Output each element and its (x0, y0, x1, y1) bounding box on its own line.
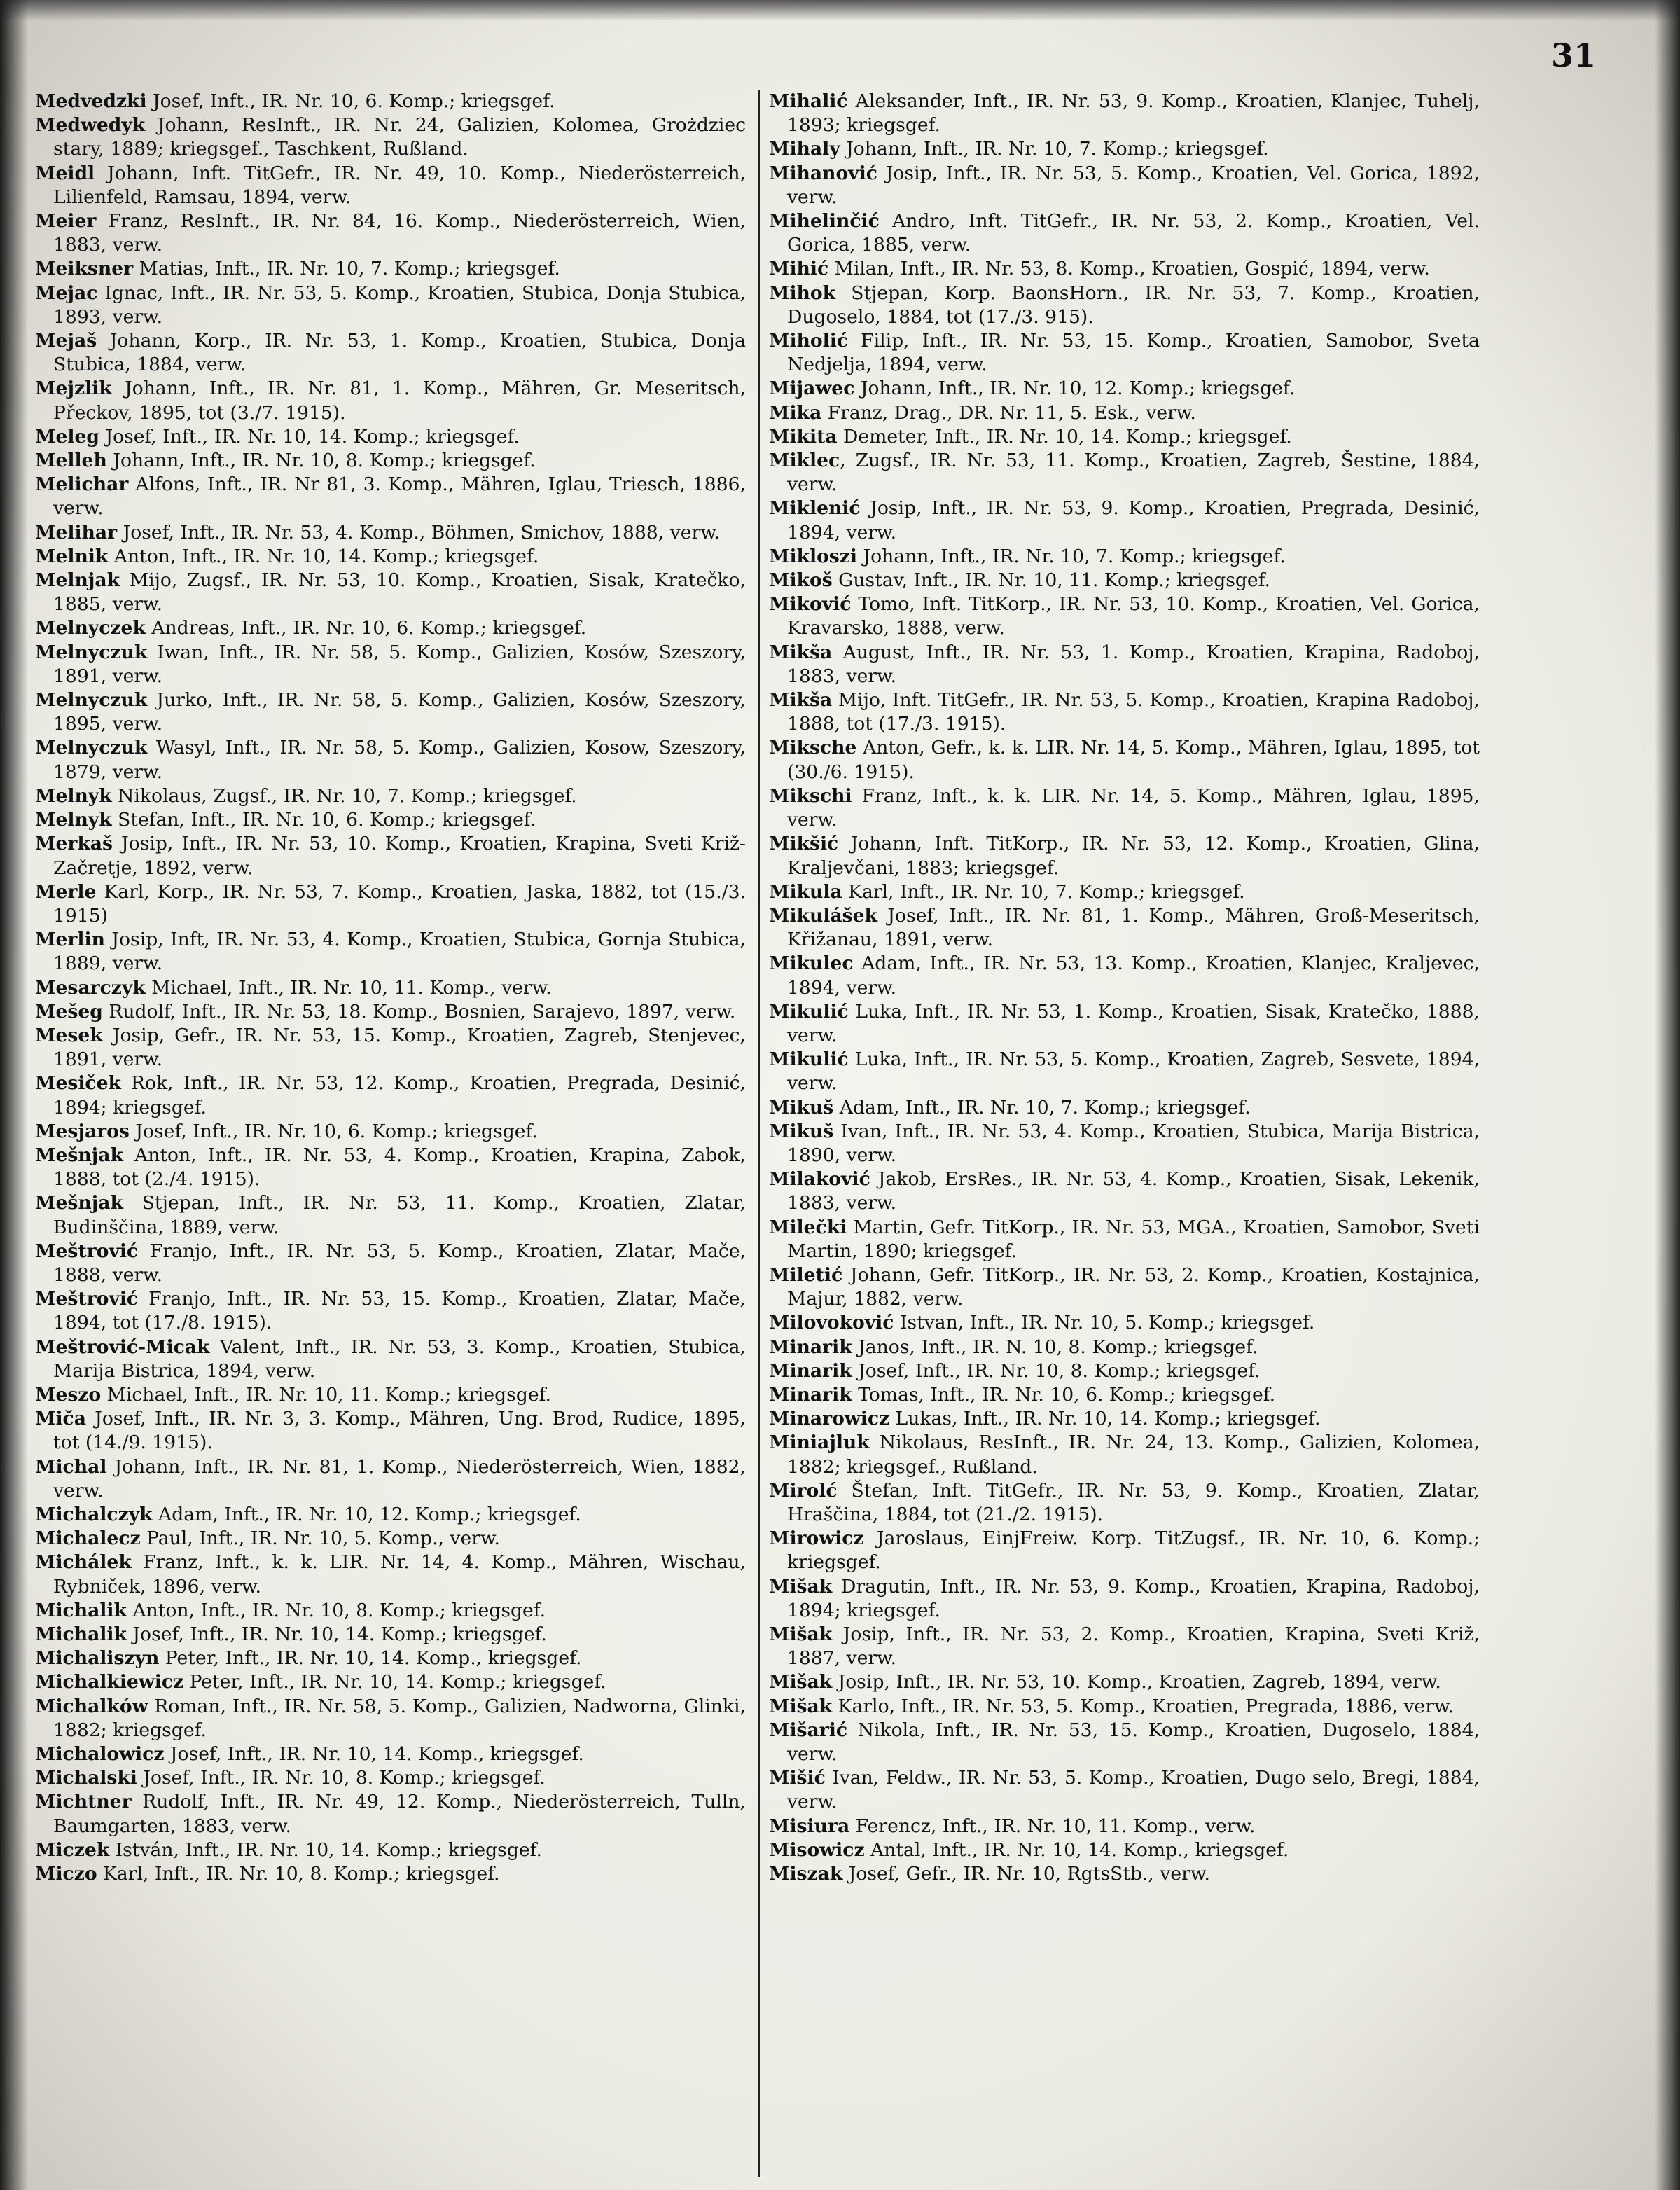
entry-details: Nikola, Inft., IR. Nr. 53, 15. Komp., Kroatien, Dugoselo, 1884, verw. (787, 1719, 1480, 1766)
entry-details: Josip, Inft., IR. Nr. 53, 5. Komp., Kroatien, Vel. Gorica, 1892, verw. (787, 162, 1480, 208)
entry-details: Adam, Inft., IR. Nr. 10, 7. Komp.; kriegsgef. (833, 1096, 1251, 1118)
register-entry (769, 545, 1480, 569)
entry-surname: Mejaš (35, 330, 97, 352)
entry-surname: Michalik (35, 1599, 127, 1621)
entry-details: Johann, Inft. TitGefr., IR. Nr. 49, 10. Komp., Niederösterreich, Lilienfeld, Ramsau, 1894, verw. (53, 162, 746, 208)
entry-details: Andreas, Inft., IR. Nr. 10, 6. Komp.; kriegsgef. (145, 617, 587, 639)
register-entry (769, 425, 1480, 449)
entry-details: Josef, Inft., IR. Nr. 3, 3. Komp., Mähren, Ung. Brod, Rudice, 1895, tot (14./9. 1915). (53, 1408, 746, 1454)
register-entry (769, 592, 1480, 640)
entry-details: Rudolf, Inft., IR. Nr. 49, 12. Komp., Niederösterreich, Tulln, Baumgarten, 1883, verw. (53, 1791, 746, 1837)
entry-surname: Medwedyk (35, 114, 146, 137)
entry-surname: Mišak (769, 1695, 833, 1717)
register-entry (769, 90, 1480, 137)
entry-surname: Michaliszyn (35, 1647, 160, 1670)
entry-details: Jurko, Inft., IR. Nr. 58, 5. Komp., Galizien, Kosów, Szeszory, 1895, verw. (53, 689, 746, 735)
entry-surname: Minarik (769, 1336, 852, 1358)
entry-details: Franjo, Inft., IR. Nr. 53, 5. Komp., Kroatien, Zlatar, Mače, 1888, verw. (53, 1240, 746, 1286)
register-entry (35, 569, 746, 616)
register-entry (35, 1838, 746, 1862)
scan-edge-top (0, 0, 1680, 21)
register-entry (35, 1790, 746, 1838)
entry-details: Adam, Inft., IR. Nr. 53, 13. Komp., Kroatien, Klanjec, Kraljevec, 1894, verw. (787, 952, 1480, 999)
entry-details: Peter, Inft., IR. Nr. 10, 14. Komp.; kriegsgef. (183, 1671, 606, 1693)
entry-details: Štefan, Inft. TitGefr., IR. Nr. 53, 9. Komp., Kroatien, Zlatar, Hraščina, 1884, tot (21./2. 1915). (787, 1479, 1480, 1525)
entry-details: Anton, Inft., IR. Nr. 10, 8. Komp.; kriegsgef. (126, 1599, 546, 1621)
entry-details: Josef, Inft., IR. Nr. 10, 14. Komp., kriegsgef. (164, 1743, 584, 1766)
entry-surname: Melnyczek (35, 617, 146, 639)
entry-details: Franz, Drag., DR. Nr. 11, 5. Esk., verw. (821, 401, 1196, 424)
entry-surname: Merle (35, 880, 97, 903)
right-column (769, 90, 1480, 1886)
register-entry (769, 449, 1480, 497)
entry-surname: Michtner (35, 1791, 132, 1813)
entry-surname: Miklenić (769, 497, 861, 520)
entry-surname: Minarik (769, 1383, 852, 1406)
register-entry (35, 1240, 746, 1287)
entry-details: István, Inft., IR. Nr. 10, 14. Komp.; kriegsgef. (109, 1838, 542, 1861)
entry-details: Jakob, ErsRes., IR. Nr. 53, 4. Komp., Kroatien, Sisak, Lekenik, 1883, verw. (787, 1168, 1480, 1214)
entry-surname: Mesek (35, 1024, 103, 1046)
register-entry (35, 1551, 746, 1598)
register-entry (35, 1527, 746, 1551)
register-entry (769, 209, 1480, 257)
entry-details: Michael, Inft., IR. Nr. 10, 11. Komp.; kriegsgef. (101, 1383, 551, 1406)
entry-surname: Mesjaros (35, 1120, 130, 1142)
entry-details: Stjepan, Inft., IR. Nr. 53, 11. Komp., Kroatien, Zlatar, Budinščina, 1889, verw. (53, 1192, 746, 1238)
column-divider (758, 90, 760, 2177)
entry-details: Josef, Inft., IR. Nr. 53, 4. Komp., Böhmen, Smichov, 1888, verw. (117, 521, 721, 543)
register-entry (35, 1455, 746, 1503)
entry-surname: Mihić (769, 258, 829, 280)
entry-details: Karlo, Inft., IR. Nr. 53, 5. Komp., Kroatien, Pregrada, 1886, verw. (832, 1695, 1454, 1717)
entry-details: Josip, Gefr., IR. Nr. 53, 15. Komp., Kroatien, Zagreb, Stenjevec, 1891, verw. (53, 1024, 746, 1071)
entry-surname: Mikulášek (769, 904, 877, 927)
entry-details: Karl, Inft., IR. Nr. 10, 7. Komp.; kriegsgef. (842, 880, 1245, 903)
register-entry (35, 473, 746, 520)
entry-details: Tomas, Inft., IR. Nr. 10, 6. Komp.; kriegsgef. (852, 1383, 1276, 1406)
register-entry (769, 1623, 1480, 1670)
entry-details: Franz, ResInft., IR. Nr. 84, 16. Komp., Niederösterreich, Wien, 1883, verw. (53, 210, 746, 256)
register-entry (35, 688, 746, 736)
register-entry (769, 401, 1480, 425)
entry-surname: Michalkiewicz (35, 1671, 184, 1693)
register-entry (769, 377, 1480, 401)
entry-details: Alfons, Inft., IR. Nr 81, 3. Komp., Mähren, Iglau, Triesch, 1886, verw. (53, 473, 746, 520)
entry-details: Valent, Inft., IR. Nr. 53, 3. Komp., Kroatien, Stubica, Marija Bistrica, 1894, verw. (53, 1336, 746, 1382)
register-entry (35, 641, 746, 688)
entry-surname: Michalik (35, 1623, 127, 1645)
page-number: 31 (1550, 36, 1596, 74)
register-entry (35, 521, 746, 545)
entry-surname: Mišić (769, 1767, 826, 1789)
register-entry (769, 1048, 1480, 1095)
entry-details: Wasyl, Inft., IR. Nr. 58, 5. Komp., Galizien, Kosow, Szeszory, 1879, verw. (53, 737, 746, 783)
entry-details: Dragutin, Inft., IR. Nr. 53, 9. Komp., Kroatien, Krapina, Radoboj, 1894; kriegsgef. (787, 1575, 1480, 1621)
entry-surname: Mešnjak (35, 1192, 123, 1214)
entry-details: Josip, Inft., IR. Nr. 53, 10. Komp., Kroatien, Krapina, Sveti Križ-Začretje, 1892, verw. (53, 833, 746, 879)
entry-details: Anton, Gefr., k. k. LIR. Nr. 14, 5. Komp., Mähren, Iglau, 1895, tot (30./6. 1915). (787, 737, 1480, 783)
register-entry (35, 1120, 746, 1144)
entry-surname: Miklec (769, 450, 840, 472)
register-entry (35, 880, 746, 928)
register-entry (35, 1647, 746, 1670)
entry-details: Luka, Inft., IR. Nr. 53, 5. Komp., Kroatien, Zagreb, Sesvete, 1894, verw. (787, 1048, 1480, 1095)
entry-details: Josef, Inft., IR. Nr. 10, 6. Komp.; kriegsgef. (146, 90, 555, 112)
entry-surname: Mikschi (769, 784, 852, 807)
register-entry (769, 137, 1480, 161)
entry-surname: Melnyczuk (35, 689, 148, 712)
register-entry (769, 1431, 1480, 1478)
entry-details: Karl, Inft., IR. Nr. 10, 8. Komp.; kriegsgef. (97, 1863, 500, 1885)
entry-details: Johann, Korp., IR. Nr. 53, 1. Komp., Kroatien, Stubica, Donja Stubica, 1884, verw. (53, 330, 746, 376)
entry-details: Josef, Inft., IR. Nr. 10, 8. Komp.; kriegsgef. (137, 1767, 546, 1789)
entry-details: Johann, Inft., IR. Nr. 10, 8. Komp.; kriegsgef. (106, 450, 536, 472)
entry-details: Anton, Inft., IR. Nr. 10, 14. Komp.; kriegsgef. (108, 545, 539, 567)
register-entry (35, 1670, 746, 1694)
entry-surname: Mejzlik (35, 377, 112, 400)
scan-edge-left (0, 0, 28, 2190)
entry-surname: Michalski (35, 1767, 137, 1789)
entry-details: Matias, Inft., IR. Nr. 10, 7. Komp.; kriegsgef. (133, 258, 560, 280)
entry-surname: Mišak (769, 1623, 833, 1645)
register-entry (35, 736, 746, 784)
entry-surname: Mihok (769, 282, 836, 304)
entry-surname: Misowicz (769, 1838, 865, 1861)
entry-surname: Miković (769, 593, 852, 616)
entry-details: Martin, Gefr. TitKorp., IR. Nr. 53, MGA., Kroatien, Samobor, Sveti Martin, 1890; kriegsgef. (787, 1216, 1480, 1262)
register-entry (769, 282, 1480, 329)
register-entry (769, 1527, 1480, 1574)
register-entry (769, 880, 1480, 904)
entry-details: Johann, Inft., IR. Nr. 81, 1. Komp., Mähren, Gr. Meseritsch, Přeckov, 1895, tot (3./7. 1915). (53, 377, 746, 424)
register-entry (35, 90, 746, 113)
register-entry (35, 425, 746, 449)
register-entry (769, 1670, 1480, 1694)
entry-surname: Michalków (35, 1695, 148, 1717)
entry-details: Ivan, Feldw., IR. Nr. 53, 5. Komp., Kroatien, Dugo selo, Bregi, 1884, verw. (787, 1767, 1480, 1813)
entry-surname: Mirowicz (769, 1527, 864, 1550)
entry-details: Josip, Inft., IR. Nr. 53, 10. Komp., Kroatien, Zagreb, 1894, verw. (832, 1671, 1441, 1693)
entry-surname: Miczo (35, 1863, 97, 1885)
entry-details: Josef, Gefr., IR. Nr. 10, RgtsStb., verw. (842, 1863, 1210, 1885)
entry-surname: Mikuš (769, 1120, 834, 1142)
entry-details: Franz, Inft., k. k. LIR. Nr. 14, 5. Komp., Mähren, Iglau, 1895, verw. (787, 784, 1480, 831)
entry-surname: Michálek (35, 1551, 132, 1574)
entry-details: Josip, Inft., IR. Nr. 53, 9. Komp., Kroatien, Pregrada, Desinić, 1894, verw. (787, 497, 1480, 543)
register-entry (35, 1287, 746, 1335)
entry-details: Antal, Inft., IR. Nr. 10, 14. Komp., kriegsgef. (864, 1838, 1289, 1861)
register-entry (769, 1383, 1480, 1407)
entry-surname: Melichar (35, 473, 129, 496)
entry-details: Stjepan, Korp. BaonsHorn., IR. Nr. 53, 7. Komp., Kroatien, Dugoselo, 1884, tot (17./3. 915). (787, 282, 1480, 328)
register-entry (769, 736, 1480, 784)
register-entry (769, 641, 1480, 688)
entry-surname: Mirolć (769, 1479, 838, 1502)
entry-surname: Mika (769, 401, 822, 424)
entry-surname: Mikša (769, 689, 833, 712)
entry-surname: Mikša (769, 641, 833, 663)
entry-surname: Minarowicz (769, 1408, 890, 1430)
register-entry (35, 1695, 746, 1742)
register-entry (769, 1479, 1480, 1527)
register-entry (35, 162, 746, 209)
entry-surname: Mikulec (769, 952, 854, 975)
register-entry (769, 1719, 1480, 1766)
entry-surname: Michalecz (35, 1527, 141, 1550)
entry-details: Demeter, Inft., IR. Nr. 10, 14. Komp.; kriegsgef. (837, 425, 1292, 448)
entry-surname: Minarik (769, 1359, 852, 1382)
entry-surname: Melnyk (35, 809, 112, 831)
entry-details: Mijo, Zugsf., IR. Nr. 53, 10. Komp., Kroatien, Sisak, Kratečko, 1885, verw. (53, 569, 746, 616)
entry-surname: Mišak (769, 1671, 833, 1693)
entry-details: Franjo, Inft., IR. Nr. 53, 15. Komp., Kroatien, Zlatar, Mače, 1894, tot (17./8. 1915). (53, 1288, 746, 1334)
entry-surname: Misiura (769, 1815, 850, 1837)
entry-surname: Miksche (769, 737, 857, 759)
register-entry (769, 1216, 1480, 1263)
entry-surname: Mejac (35, 282, 98, 304)
register-entry (35, 808, 746, 832)
left-column (35, 90, 746, 1886)
register-entry (769, 257, 1480, 281)
register-entry (35, 282, 746, 329)
entry-details: Aleksander, Inft., IR. Nr. 53, 9. Komp., Kroatien, Klanjec, Tuhelj, 1893; kriegsgef. (787, 90, 1480, 137)
register-entry (769, 952, 1480, 999)
entry-surname: Mesarczyk (35, 976, 146, 999)
register-entry (35, 1623, 746, 1647)
register-entry (769, 162, 1480, 209)
register-entry (769, 1695, 1480, 1719)
register-entry (769, 1336, 1480, 1359)
register-entry (35, 1599, 746, 1623)
entry-details: Gustav, Inft., IR. Nr. 10, 11. Komp.; kriegsgef. (832, 569, 1271, 592)
entry-details: Adam, Inft., IR. Nr. 10, 12. Komp.; kriegsgef. (152, 1503, 581, 1525)
register-entry (35, 1191, 746, 1239)
entry-surname: Mihalić (769, 90, 848, 112)
entry-details: Paul, Inft., IR. Nr. 10, 5. Komp., verw. (140, 1527, 500, 1550)
register-entry (35, 1407, 746, 1455)
register-entry (35, 1024, 746, 1072)
entry-details: Johann, Gefr. TitKorp., IR. Nr. 53, 2. Komp., Kroatien, Kostajnica, Majur, 1882, verw. (787, 1263, 1480, 1310)
entry-details: Janos, Inft., IR. N. 10, 8. Komp.; kriegsgef. (852, 1336, 1258, 1358)
entry-surname: Mišarić (769, 1719, 848, 1741)
register-entry (35, 1072, 746, 1119)
entry-details: Istvan, Inft., IR. Nr. 10, 5. Komp.; kriegsgef. (894, 1312, 1315, 1334)
entry-surname: Meleg (35, 425, 99, 448)
entry-surname: Miletić (769, 1263, 843, 1286)
register-entry (769, 1766, 1480, 1814)
register-entry (35, 928, 746, 976)
entry-details: Michael, Inft., IR. Nr. 10, 11. Komp., verw. (145, 976, 552, 999)
register-entry (35, 1862, 746, 1886)
entry-details: Milan, Inft., IR. Nr. 53, 8. Komp., Kroatien, Gospić, 1894, verw. (828, 258, 1430, 280)
entry-details: Rok, Inft., IR. Nr. 53, 12. Komp., Kroatien, Pregrada, Desinić, 1894; kriegsgef. (53, 1072, 746, 1118)
register-entry (35, 1766, 746, 1790)
entry-surname: Mijawec (769, 377, 855, 400)
register-entry (769, 1815, 1480, 1838)
entry-details: Peter, Inft., IR. Nr. 10, 14. Komp., kriegsgef. (159, 1647, 582, 1670)
entry-details: Nikolaus, Zugsf., IR. Nr. 10, 7. Komp.; kriegsgef. (111, 784, 577, 807)
entry-details: Ignac, Inft., IR. Nr. 53, 5. Komp., Kroatien, Stubica, Donja Stubica, 1893, verw. (53, 282, 746, 328)
register-entry (35, 257, 746, 281)
entry-surname: Melnjak (35, 569, 120, 592)
entry-details: Andro, Inft. TitGefr., IR. Nr. 53, 2. Komp., Kroatien, Vel. Gorica, 1885, verw. (787, 210, 1480, 256)
entry-surname: Mikšić (769, 833, 839, 855)
register-entry (35, 784, 746, 808)
entry-surname: Melnyk (35, 784, 112, 807)
entry-details: Ivan, Inft., IR. Nr. 53, 4. Komp., Kroatien, Stubica, Marija Bistrica, 1890, verw. (787, 1120, 1480, 1166)
register-entry (35, 1144, 746, 1191)
entry-surname: Miniajluk (769, 1432, 870, 1454)
register-entry (35, 1383, 746, 1407)
entry-details: Lukas, Inft., IR. Nr. 10, 14. Komp.; kriegsgef. (889, 1408, 1321, 1430)
entry-surname: Milečki (769, 1216, 847, 1238)
register-entry (35, 113, 746, 161)
register-entry (35, 545, 746, 569)
register-entry (769, 832, 1480, 880)
entry-surname: Michalczyk (35, 1503, 153, 1525)
register-entry (769, 1359, 1480, 1383)
register-entry (769, 1407, 1480, 1431)
entry-details: , Zugsf., IR. Nr. 53, 11. Komp., Kroatien, Zagreb, Šestine, 1884, verw. (787, 450, 1480, 496)
entry-surname: Mikulić (769, 1000, 849, 1023)
register-entry (769, 904, 1480, 952)
entry-details: Johann, Inft. TitKorp., IR. Nr. 53, 12. Komp., Kroatien, Glina, Kraljevčani, 1883; kriegsgef. (787, 833, 1480, 879)
entry-details: Johann, Inft., IR. Nr. 10, 7. Komp.; kriegsgef. (840, 138, 1269, 160)
entry-details: Josef, Inft., IR. Nr. 10, 14. Komp.; kriegsgef. (99, 425, 520, 448)
entry-surname: Miholić (769, 330, 849, 352)
register-entry (769, 1862, 1480, 1886)
entry-surname: Meštrović (35, 1240, 139, 1262)
entry-details: Anton, Inft., IR. Nr. 53, 4. Komp., Kroatien, Krapina, Zabok, 1888, tot (2./4. 1915). (53, 1144, 746, 1191)
entry-surname: Michal (35, 1455, 107, 1478)
entry-surname: Medvedzki (35, 90, 147, 112)
entry-surname: Mikuš (769, 1096, 834, 1118)
register-entry (35, 449, 746, 473)
entry-surname: Meier (35, 210, 97, 233)
register-entry (35, 1336, 746, 1383)
entry-surname: Mesiček (35, 1072, 121, 1095)
entry-surname: Mikloszi (769, 545, 857, 567)
register-entry (769, 1167, 1480, 1215)
entry-details: Nikolaus, ResInft., IR. Nr. 24, 13. Komp., Galizien, Kolomea, 1882; kriegsgef., Rußland. (787, 1432, 1480, 1478)
entry-details: Franz, Inft., k. k. LIR. Nr. 14, 4. Komp., Mähren, Wischau, Rybniček, 1896, verw. (53, 1551, 746, 1598)
entry-details: Iwan, Inft., IR. Nr. 58, 5. Komp., Galizien, Kosów, Szeszory, 1891, verw. (53, 641, 746, 687)
entry-details: Jaroslaus, EinjFreiw. Korp. TitZugsf., IR. Nr. 10, 6. Komp.; kriegsgef. (787, 1527, 1480, 1574)
register-entry (769, 497, 1480, 544)
entry-surname: Merlin (35, 929, 105, 951)
entry-details: Filip, Inft., IR. Nr. 53, 15. Komp., Kroatien, Samobor, Sveta Nedjelja, 1894, verw. (787, 330, 1480, 376)
register-entry (769, 1263, 1480, 1311)
register-entry (769, 1311, 1480, 1335)
register-entry (769, 1000, 1480, 1048)
entry-details: Josef, Inft., IR. Nr. 10, 6. Komp.; kriegsgef. (129, 1120, 538, 1142)
entry-details: Johann, Inft., IR. Nr. 10, 7. Komp.; kriegsgef. (856, 545, 1286, 567)
entry-surname: Mihanović (769, 162, 877, 184)
register-entry (769, 1575, 1480, 1623)
entry-details: Josip, Inft., IR. Nr. 53, 2. Komp., Kroatien, Krapina, Sveti Križ, 1887, verw. (787, 1623, 1480, 1670)
entry-surname: Miča (35, 1408, 86, 1430)
entry-surname: Mikulić (769, 1048, 849, 1071)
entry-details: Mijo, Inft. TitGefr., IR. Nr. 53, 5. Komp., Kroatien, Krapina Radoboj, 1888, tot (17./3. 1915). (787, 689, 1480, 735)
scan-edge-right (1655, 0, 1680, 2190)
register-entry (769, 1096, 1480, 1120)
entry-details: Johann, Inft., IR. Nr. 10, 12. Komp.; kriegsgef. (854, 377, 1296, 400)
entry-details: Johann, Inft., IR. Nr. 81, 1. Komp., Niederösterreich, Wien, 1882, verw. (53, 1455, 746, 1502)
entry-surname: Mešnjak (35, 1144, 123, 1166)
entry-details: Ferencz, Inft., IR. Nr. 10, 11. Komp., verw. (849, 1815, 1256, 1837)
entry-surname: Meiksner (35, 258, 134, 280)
entry-surname: Meštrović-Micak (35, 1336, 210, 1358)
entry-details: Josef, Inft., IR. Nr. 81, 1. Komp., Mähren, Groß-Meseritsch, Křižanau, 1891, verw. (787, 904, 1480, 951)
entry-surname: Mikoš (769, 569, 833, 592)
entry-details: Tomo, Inft. TitKorp., IR. Nr. 53, 10. Komp., Kroatien, Vel. Gorica, Kravarsko, 1888, verw. (787, 593, 1480, 639)
entry-details: Luka, Inft., IR. Nr. 53, 1. Komp., Kroatien, Sisak, Kratečko, 1888, verw. (787, 1000, 1480, 1046)
entry-surname: Milaković (769, 1168, 870, 1191)
entry-details: Karl, Korp., IR. Nr. 53, 7. Komp., Kroatien, Jaska, 1882, tot (15./3. 1915) (53, 880, 746, 927)
entry-surname: Melnyczuk (35, 641, 148, 663)
register-entry (769, 329, 1480, 377)
register-entry (35, 976, 746, 1000)
entry-surname: Mešeg (35, 1000, 103, 1023)
register-entry (35, 377, 746, 424)
register-entry (769, 1838, 1480, 1862)
register-entry (769, 784, 1480, 832)
register-entry (35, 832, 746, 880)
register-entry (769, 688, 1480, 736)
entry-details: Josef, Inft., IR. Nr. 10, 14. Komp.; kriegsgef. (126, 1623, 547, 1645)
entry-details: Johann, ResInft., IR. Nr. 24, Galizien, Kolomea, Grożdziec stary, 1889; kriegsgef., Taschkent, Rußland. (53, 114, 746, 160)
register-entry (35, 1503, 746, 1527)
register-entry (769, 1120, 1480, 1167)
entry-surname: Melihar (35, 521, 118, 543)
entry-surname: Michalowicz (35, 1743, 165, 1766)
register-entry (35, 209, 746, 257)
entry-surname: Mikita (769, 425, 838, 448)
entry-surname: Meszo (35, 1383, 102, 1406)
entry-details: Roman, Inft., IR. Nr. 58, 5. Komp., Galizien, Nadworna, Glinki, 1882; kriegsgef. (53, 1695, 746, 1741)
entry-surname: Mišak (769, 1575, 833, 1598)
entry-details: Josef, Inft., IR. Nr. 10, 8. Komp.; kriegsgef. (852, 1359, 1261, 1382)
entry-surname: Miszak (769, 1863, 843, 1885)
entry-surname: Miczek (35, 1838, 110, 1861)
entry-surname: Mihaly (769, 138, 840, 160)
entry-surname: Melnyczuk (35, 737, 148, 759)
entry-surname: Melnik (35, 545, 109, 567)
entry-surname: Mikula (769, 880, 842, 903)
entry-details: Stefan, Inft., IR. Nr. 10, 6. Komp.; kriegsgef. (111, 809, 536, 831)
register-entry (35, 1000, 746, 1024)
entry-surname: Meštrović (35, 1288, 139, 1310)
entry-surname: Meidl (35, 162, 95, 184)
register-entry (769, 569, 1480, 592)
entry-details: Josip, Inft, IR. Nr. 53, 4. Komp., Kroatien, Stubica, Gornja Stubica, 1889, verw. (53, 929, 746, 975)
register-entry (35, 616, 746, 640)
register-entry (35, 329, 746, 377)
entry-surname: Melleh (35, 450, 107, 472)
entry-surname: Mihelinčić (769, 210, 880, 233)
entry-surname: Merkaš (35, 833, 113, 855)
register-entry (35, 1742, 746, 1766)
entry-details: August, Inft., IR. Nr. 53, 1. Komp., Kroatien, Krapina, Radoboj, 1883, verw. (787, 641, 1480, 687)
entry-details: Rudolf, Inft., IR. Nr. 53, 18. Komp., Bosnien, Sarajevo, 1897, verw. (102, 1000, 736, 1023)
entry-surname: Milovoković (769, 1312, 894, 1334)
